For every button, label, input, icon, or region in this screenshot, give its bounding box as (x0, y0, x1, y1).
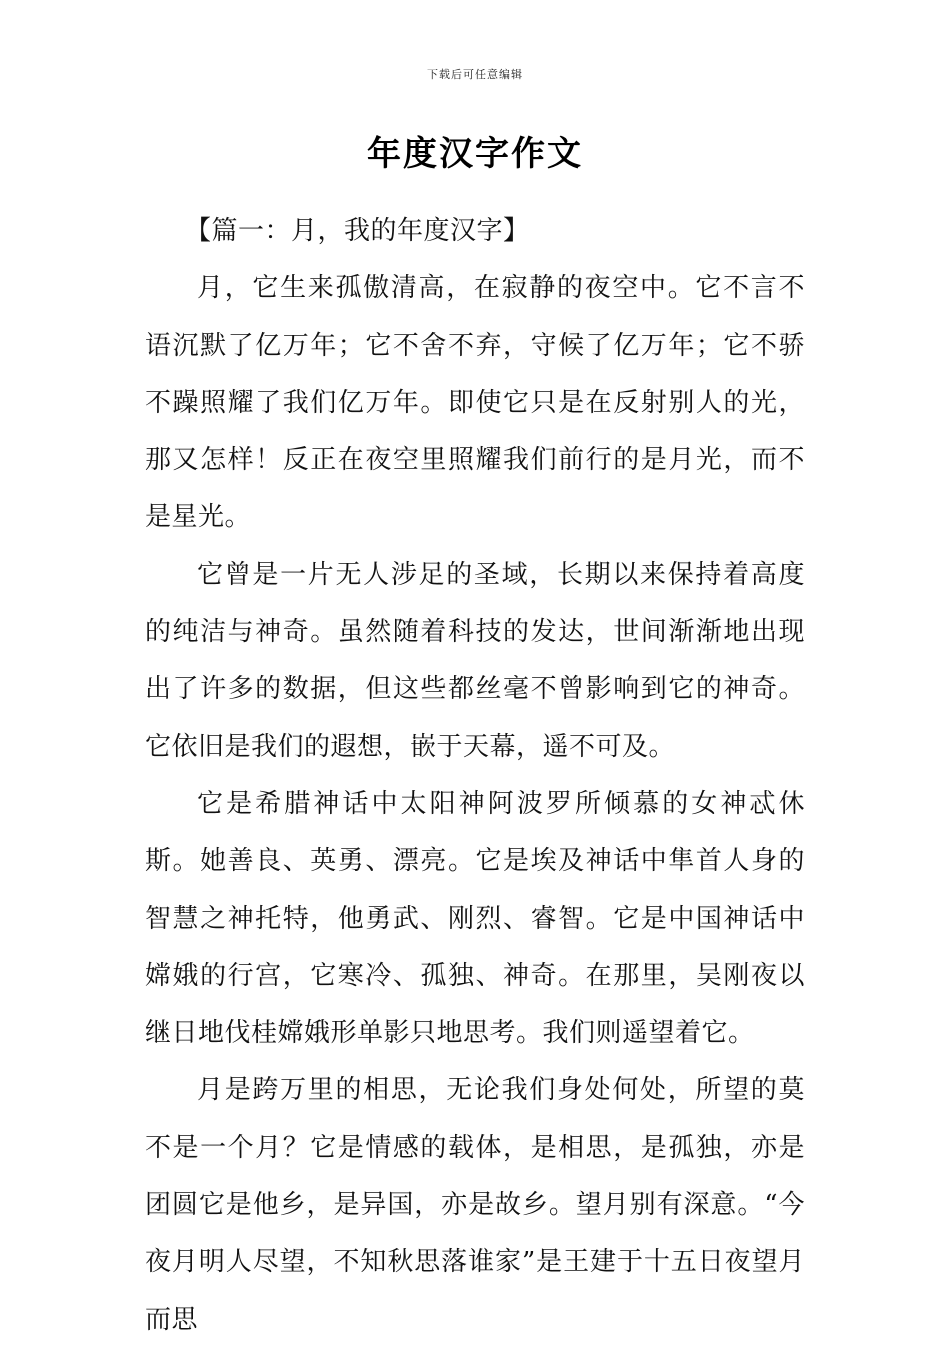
document-title: 年度汉字作文 (367, 134, 583, 174)
document-body (145, 203, 805, 1349)
paragraph-4: 月是跨万里的相思，无论我们身处何处，所望的莫不是一个月？它是情感的载体，是相思，是孤独，亦是团圆它是他乡，是异国，亦是故乡。望月别有深意。“今夜月明人尽望，不知秋思落谁家”是王建于十五日夜望月而思 (145, 1075, 805, 1335)
header-note: 下载后可任意编辑 (427, 68, 523, 81)
paragraph-2: 它曾是一片无人涉足的圣域，长期以来保持着高度的纯洁与神奇。虽然随着科技的发达，世间渐渐地出现出了许多的数据，但这些都丝毫不曾影响到它的神奇。它依旧是我们的遐想，嵌于天幕，遥不可及。 (145, 559, 805, 762)
section-heading: 【篇一：月，我的年度汉字】 (185, 216, 530, 246)
paragraph-3: 它是希腊神话中太阳神阿波罗所倾慕的女神忒休斯。她善良、英勇、漂亮。它是埃及神话中隼首人身的智慧之神托特，他勇武、刚烈、睿智。它是中国神话中嫦娥的行宫，它寒冷、孤独、神奇。在那里，吴刚夜以继日地伐桂嫦娥形单影只地思考。我们则遥望着它。 (145, 788, 805, 1049)
paragraph-1: 月，它生来孤傲清高，在寂静的夜空中。它不言不语沉默了亿万年；它不舍不弃，守候了亿万年；它不骄不躁照耀了我们亿万年。即使它只是在反射别人的光，那又怎样！反正在夜空里照耀我们前行的是月光，而不是星光。 (145, 273, 805, 533)
